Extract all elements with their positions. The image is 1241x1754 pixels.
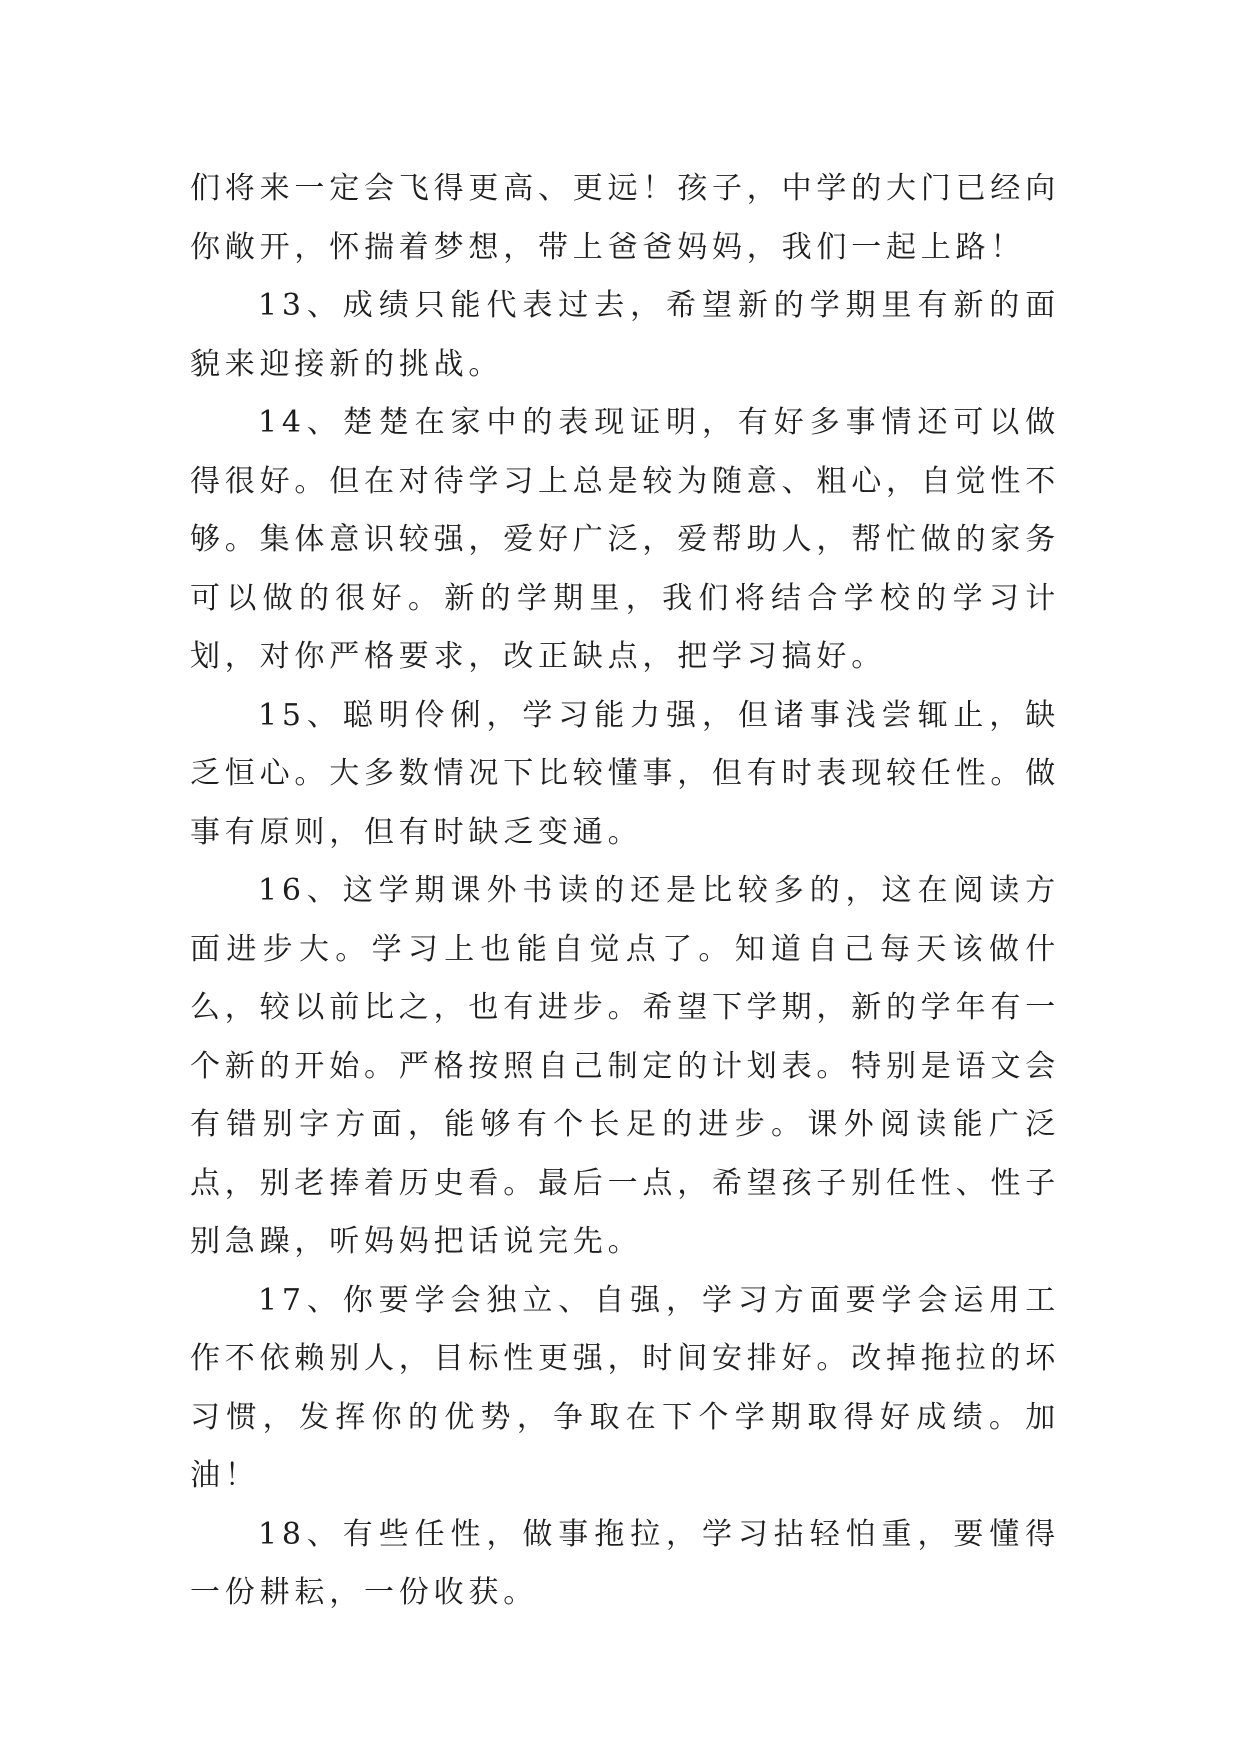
- document-body: [190, 160, 1060, 1623]
- paragraph-item-13: 13、成绩只能代表过去，希望新的学期里有新的面貌来迎接新的挑战。: [190, 288, 1060, 382]
- paragraph-continuation: 们将来一定会飞得更高、更远！孩子，中学的大门已经向你敞开，怀揣着梦想，带上爸爸妈妈，我们一起上路！: [190, 171, 1060, 265]
- paragraph-item-17: 17、你要学会独立、自强，学习方面要学会运用工作不依赖别人，目标性更强，时间安排好。改掉拖拉的坏习惯，发挥你的优势，争取在下个学期取得好成绩。加油！: [190, 1282, 1060, 1493]
- paragraph-item-14: 14、楚楚在家中的表现证明，有好多事情还可以做得很好。但在对待学习上总是较为随意、粗心，自觉性不够。集体意识较强，爱好广泛，爱帮助人，帮忙做的家务可以做的很好。新的学期里，我们将结合学校的学习计划，对你严格要求，改正缺点，把学习搞好。: [190, 405, 1060, 674]
- paragraph-item-16: 16、这学期课外书读的还是比较多的，这在阅读方面进步大。学习上也能自觉点了。知道自己每天该做什么，较以前比之，也有进步。希望下学期，新的学年有一个新的开始。严格按照自己制定的计划表。特别是语文会有错别字方面，能够有个长足的进步。课外阅读能广泛点，别老捧着历史看。最后一点，希望孩子别任性、性子别急躁，听妈妈把话说完先。: [190, 873, 1060, 1259]
- paragraph-item-18: 18、有些任性，做事拖拉，学习拈轻怕重，要懂得一份耕耘，一份收获。: [190, 1516, 1060, 1610]
- paragraph-item-15: 15、聪明伶俐，学习能力强，但诸事浅尝辄止，缺乏恒心。大多数情况下比较懂事，但有时表现较任性。做事有原则，但有时缺乏变通。: [190, 697, 1060, 850]
